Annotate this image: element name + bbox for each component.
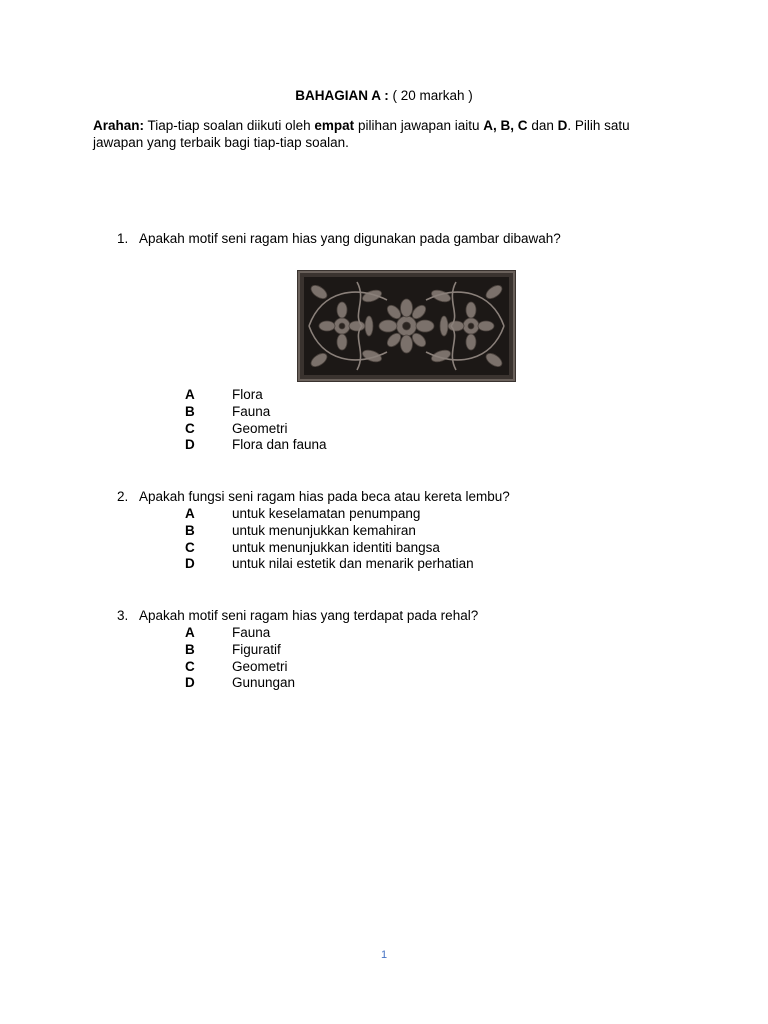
option-letter: C	[185, 420, 195, 436]
option-letter: C	[185, 539, 195, 555]
option-text: untuk menunjukkan kemahiran	[232, 522, 416, 538]
page-number: 1	[380, 949, 388, 961]
question-2	[117, 489, 510, 506]
option-letter: B	[185, 641, 195, 657]
option-b[interactable]	[185, 523, 474, 540]
instructions-choices: A, B, C	[483, 118, 528, 133]
question-number: 2.	[117, 489, 129, 504]
question-3-options	[185, 625, 295, 692]
option-letter: C	[185, 658, 195, 674]
question-1	[117, 231, 561, 248]
option-letter: A	[185, 387, 195, 402]
option-c[interactable]	[185, 540, 474, 557]
option-letter: B	[185, 522, 195, 538]
section-title: BAHAGIAN A :	[295, 88, 389, 103]
instructions-text-3: dan	[531, 118, 554, 133]
option-letter: D	[185, 437, 195, 453]
option-letter: D	[185, 556, 195, 572]
option-d[interactable]	[185, 556, 474, 573]
option-text: Fauna	[232, 403, 271, 419]
section-heading	[0, 88, 768, 104]
option-text: Flora	[232, 387, 263, 402]
instructions-text-1: Tiap-tiap soalan diikuti oleh	[147, 118, 311, 133]
option-letter: A	[185, 625, 195, 640]
option-letter: B	[185, 403, 195, 419]
option-c[interactable]	[185, 659, 295, 676]
question-text: Apakah motif seni ragam hias yang digunakan pada gambar dibawah?	[139, 231, 561, 246]
option-text: Fauna	[232, 625, 271, 640]
option-d[interactable]	[185, 437, 327, 454]
option-text: untuk menunjukkan identiti bangsa	[232, 539, 440, 555]
option-letter: D	[185, 675, 195, 691]
question-3	[117, 608, 478, 625]
option-text: untuk nilai estetik dan menarik perhatian	[232, 556, 474, 572]
section-marks: ( 20 markah )	[392, 88, 473, 103]
question-text: Apakah motif seni ragam hias yang terdapat pada rehal?	[139, 608, 479, 623]
instructions-text-2: pilihan jawapan iaitu	[357, 118, 480, 133]
option-a[interactable]	[185, 387, 327, 404]
option-d[interactable]	[185, 675, 295, 692]
option-b[interactable]	[185, 642, 295, 659]
option-a[interactable]	[185, 506, 474, 523]
instructions	[93, 118, 673, 151]
question-1-options	[185, 387, 327, 454]
option-text: untuk keselamatan penumpang	[232, 506, 421, 521]
question-number: 3.	[117, 608, 129, 623]
option-text: Geometri	[232, 420, 288, 436]
carved-wood-panel-icon	[297, 270, 516, 382]
option-letter: A	[185, 506, 195, 521]
option-text: Figuratif	[232, 641, 281, 657]
option-b[interactable]	[185, 404, 327, 421]
option-c[interactable]	[185, 421, 327, 438]
question-number: 1.	[117, 231, 129, 246]
question-2-options	[185, 506, 474, 573]
option-text: Geometri	[232, 658, 288, 674]
instructions-last-choice: D	[557, 118, 568, 133]
instructions-bold-word: empat	[314, 118, 355, 133]
option-a[interactable]	[185, 625, 295, 642]
option-text: Gunungan	[232, 675, 296, 691]
instructions-label: Arahan:	[93, 118, 145, 133]
question-text: Apakah fungsi seni ragam hias pada beca atau kereta lembu?	[139, 489, 510, 504]
instructions-text-4: . Pilih satu jawapan yang terbaik bagi tiap-tiap soalan.	[93, 118, 630, 150]
option-text: Flora dan fauna	[232, 437, 327, 453]
